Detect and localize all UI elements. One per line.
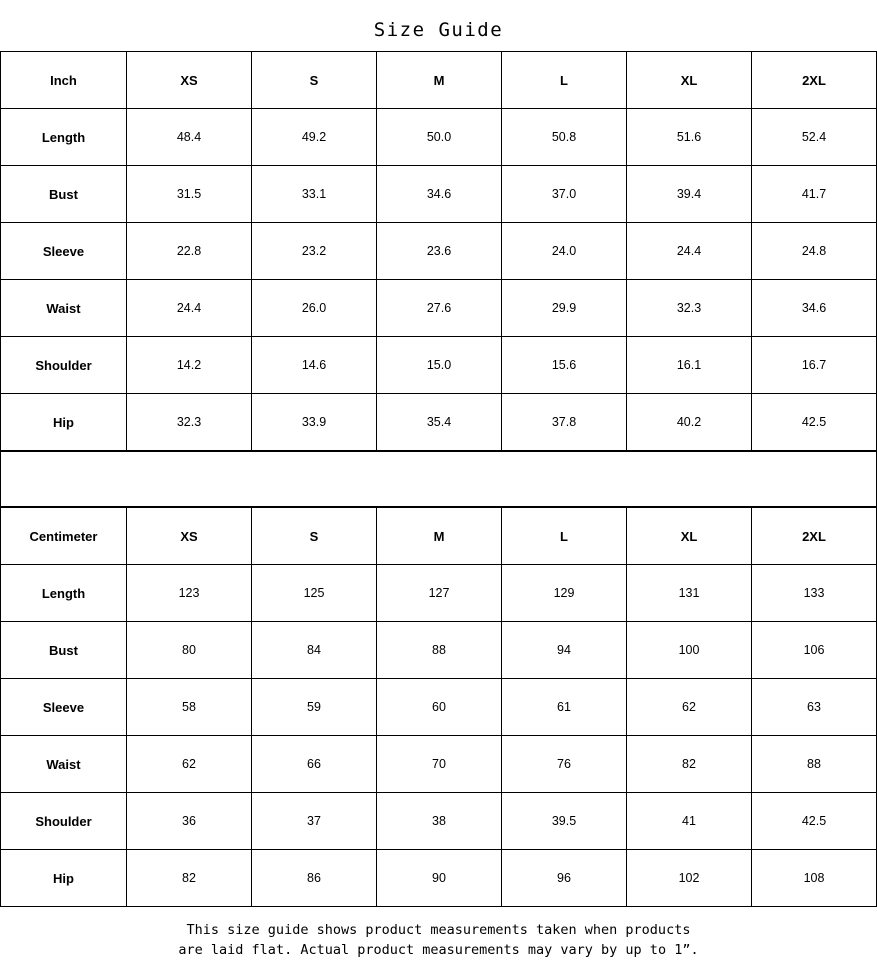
cell-shoulder-2xl: 16.7 (752, 337, 877, 394)
cell-hip-2xl: 42.5 (752, 394, 877, 451)
cell-sleeve-xl: 62 (627, 679, 752, 736)
cell-shoulder-m: 38 (377, 793, 502, 850)
column-header-m: M (377, 52, 502, 109)
cell-hip-m: 90 (377, 850, 502, 907)
row-label-length: Length (1, 565, 127, 622)
cell-shoulder-s: 37 (252, 793, 377, 850)
row-label-sleeve: Sleeve (1, 679, 127, 736)
cell-shoulder-xs: 14.2 (127, 337, 252, 394)
cell-length-xl: 51.6 (627, 109, 752, 166)
table-row (1, 622, 877, 679)
note-line-2: are laid flat. Actual product measurements may vary by up to 1”. (178, 942, 699, 958)
cell-waist-xs: 62 (127, 736, 252, 793)
cell-sleeve-2xl: 63 (752, 679, 877, 736)
cell-length-m: 127 (377, 565, 502, 622)
cell-waist-xl: 32.3 (627, 280, 752, 337)
cell-length-l: 129 (502, 565, 627, 622)
cell-shoulder-s: 14.6 (252, 337, 377, 394)
table-row (1, 337, 877, 394)
cell-length-xl: 131 (627, 565, 752, 622)
column-header-xs: XS (127, 52, 252, 109)
cell-length-l: 50.8 (502, 109, 627, 166)
cell-bust-m: 88 (377, 622, 502, 679)
row-label-hip: Hip (1, 394, 127, 451)
unit-label-centimeter: Centimeter (1, 508, 127, 565)
cell-waist-m: 27.6 (377, 280, 502, 337)
cell-sleeve-m: 23.6 (377, 223, 502, 280)
table-row (1, 679, 877, 736)
cell-shoulder-xl: 16.1 (627, 337, 752, 394)
cell-length-m: 50.0 (377, 109, 502, 166)
row-label-bust: Bust (1, 166, 127, 223)
cell-hip-m: 35.4 (377, 394, 502, 451)
cell-shoulder-l: 39.5 (502, 793, 627, 850)
table-row (1, 223, 877, 280)
cell-waist-l: 76 (502, 736, 627, 793)
page-title: Size Guide (373, 19, 504, 41)
cell-bust-xs: 31.5 (127, 166, 252, 223)
cell-bust-xl: 100 (627, 622, 752, 679)
row-label-length: Length (1, 109, 127, 166)
column-header-l: L (502, 52, 627, 109)
cell-waist-m: 70 (377, 736, 502, 793)
column-header-2xl: 2XL (752, 52, 877, 109)
cell-bust-s: 33.1 (252, 166, 377, 223)
cell-length-2xl: 52.4 (752, 109, 877, 166)
row-label-shoulder: Shoulder (1, 793, 127, 850)
column-header-m: M (377, 508, 502, 565)
unit-label-inch: Inch (1, 52, 127, 109)
row-label-bust: Bust (1, 622, 127, 679)
table-header-row (1, 52, 877, 109)
row-label-shoulder: Shoulder (1, 337, 127, 394)
table-row (1, 394, 877, 451)
table-row (1, 166, 877, 223)
cell-length-xs: 123 (127, 565, 252, 622)
cell-bust-xl: 39.4 (627, 166, 752, 223)
cell-hip-xs: 82 (127, 850, 252, 907)
table-row (1, 109, 877, 166)
table-separator (0, 451, 877, 507)
cell-shoulder-l: 15.6 (502, 337, 627, 394)
column-header-xl: XL (627, 52, 752, 109)
column-header-xl: XL (627, 508, 752, 565)
inch-size-table (0, 51, 877, 451)
cell-length-xs: 48.4 (127, 109, 252, 166)
cell-sleeve-xs: 58 (127, 679, 252, 736)
cell-length-s: 49.2 (252, 109, 377, 166)
centimeter-size-table (0, 507, 877, 907)
cell-sleeve-s: 23.2 (252, 223, 377, 280)
cell-hip-xl: 40.2 (627, 394, 752, 451)
cell-waist-xs: 24.4 (127, 280, 252, 337)
cell-bust-l: 37.0 (502, 166, 627, 223)
column-header-l: L (502, 508, 627, 565)
cell-bust-2xl: 41.7 (752, 166, 877, 223)
cell-bust-l: 94 (502, 622, 627, 679)
cell-sleeve-l: 61 (502, 679, 627, 736)
cell-waist-l: 29.9 (502, 280, 627, 337)
cell-waist-s: 66 (252, 736, 377, 793)
cell-sleeve-xl: 24.4 (627, 223, 752, 280)
cell-shoulder-2xl: 42.5 (752, 793, 877, 850)
table-row (1, 850, 877, 907)
cell-hip-l: 37.8 (502, 394, 627, 451)
row-label-sleeve: Sleeve (1, 223, 127, 280)
column-header-xs: XS (127, 508, 252, 565)
cell-sleeve-2xl: 24.8 (752, 223, 877, 280)
cell-waist-xl: 82 (627, 736, 752, 793)
cell-waist-s: 26.0 (252, 280, 377, 337)
table-row (1, 793, 877, 850)
cell-sleeve-xs: 22.8 (127, 223, 252, 280)
cell-sleeve-l: 24.0 (502, 223, 627, 280)
column-header-s: S (252, 52, 377, 109)
cell-shoulder-m: 15.0 (377, 337, 502, 394)
column-header-2xl: 2XL (752, 508, 877, 565)
cell-bust-2xl: 106 (752, 622, 877, 679)
row-label-waist: Waist (1, 736, 127, 793)
row-label-waist: Waist (1, 280, 127, 337)
cell-hip-s: 33.9 (252, 394, 377, 451)
cell-hip-2xl: 108 (752, 850, 877, 907)
size-guide-note (0, 907, 877, 960)
column-header-s: S (252, 508, 377, 565)
cell-hip-xs: 32.3 (127, 394, 252, 451)
cell-waist-2xl: 88 (752, 736, 877, 793)
cell-waist-2xl: 34.6 (752, 280, 877, 337)
cell-shoulder-xs: 36 (127, 793, 252, 850)
cell-length-2xl: 133 (752, 565, 877, 622)
cell-bust-s: 84 (252, 622, 377, 679)
cell-length-s: 125 (252, 565, 377, 622)
cell-bust-m: 34.6 (377, 166, 502, 223)
table-row (1, 736, 877, 793)
cell-shoulder-xl: 41 (627, 793, 752, 850)
cell-sleeve-m: 60 (377, 679, 502, 736)
table-row (1, 280, 877, 337)
table-header-row (1, 508, 877, 565)
cell-hip-l: 96 (502, 850, 627, 907)
note-line-1: This size guide shows product measurements taken when products (186, 922, 691, 938)
row-label-hip: Hip (1, 850, 127, 907)
table-row (1, 565, 877, 622)
cell-bust-xs: 80 (127, 622, 252, 679)
cell-hip-xl: 102 (627, 850, 752, 907)
cell-hip-s: 86 (252, 850, 377, 907)
cell-sleeve-s: 59 (252, 679, 377, 736)
